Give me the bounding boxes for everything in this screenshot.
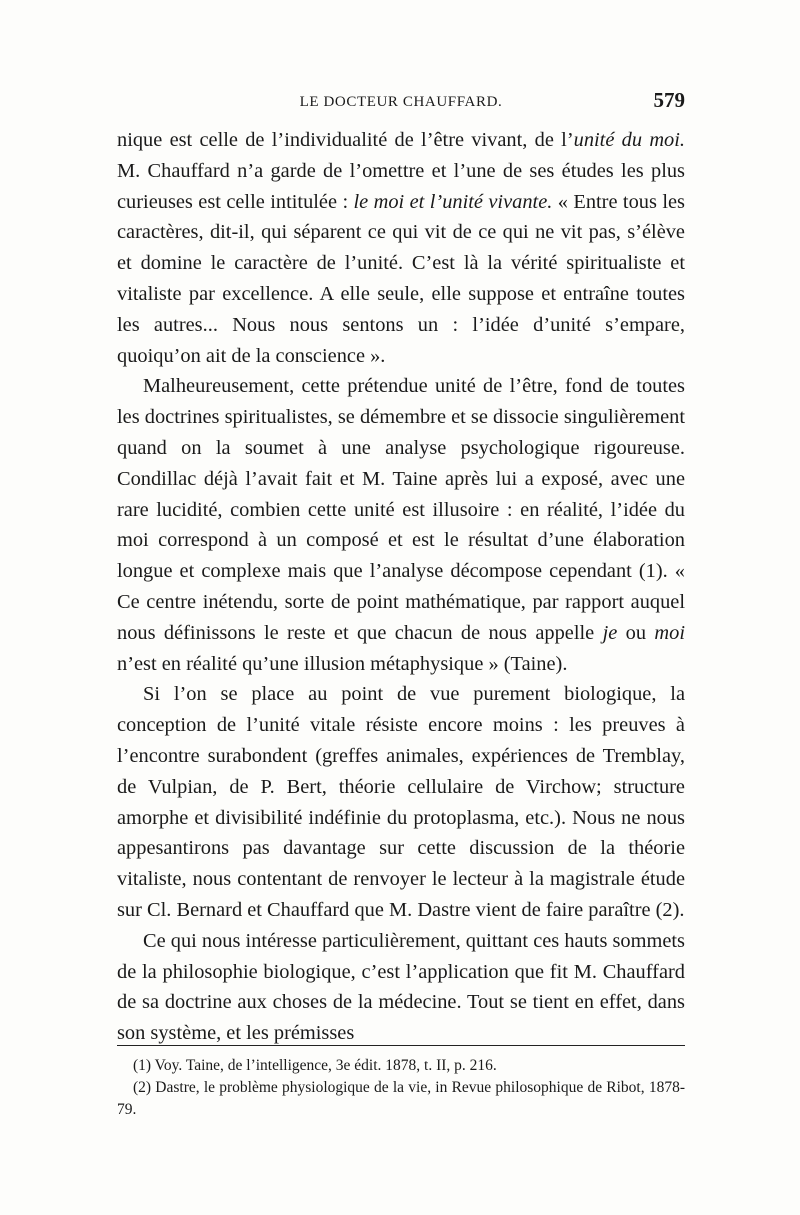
paragraph-3: Si l’on se place au point de vue purement biologique, la conception de l’unité vitale résiste encore moins : les preuves à l’encontre surabondent (greffes animales, expériences de Tremblay, de Vulpian, de P. Bert, théorie cellulaire de Virchow; structure amorphe et divisibilité indéfinie du protoplasma, etc.). Nous ne nous appesantirons pas davantage sur cette discussion de la théorie vitaliste, nous contentant de renvoyer le lecteur à la magistrale étude sur Cl. Bernard et Chauffard que M. Dastre vient de faire paraître (2). (117, 683, 685, 921)
page-header (117, 88, 685, 118)
p2-text-1: Malheureusement, cette prétendue unité de l’être, fond de toutes les doctrines spiritualistes, se démembre et se dissocie singulièrement quand on la soumet à une analyse psychologique rigoureuse. Condillac déjà l’avait fait et M. Taine après lui a exposé, avec une rare lucidité, combien cette unité est illusoire : en réalité, l’idée du moi correspond à un composé et est le résultat d’une élaboration longue et complexe mais que l’analyse décompose cependant (1). « Ce centre inétendu, sorte de point mathématique, par rapport auquel nous définissons le reste et que chacun de nous appelle (117, 375, 685, 644)
footnotes (117, 1055, 685, 1121)
p2-italic-1: je (602, 621, 618, 644)
p1-text-3: « Entre tous les caractères, dit-il, qui séparent ce qui vit de ce qui ne vit pas, s’élève et domine le caractère de l’unité. C’est là la vérité spiritualiste et vitaliste par excellence. A elle seule, elle suppose et entraîne toutes les autres... Nous nous sentons un : l’idée d’unité s’empare, quoiqu’on ait de la conscience ». (117, 190, 685, 367)
p1-italic-2: le moi et l’unité vivante. (353, 190, 553, 213)
paragraph-2 (117, 371, 685, 679)
p2-text-2: ou (617, 621, 655, 644)
paragraph-1 (117, 125, 685, 371)
footnote-2: (2) Dastre, le problème physiologique de la vie, in Revue philosophique de Ribot, 1878-79. (117, 1079, 685, 1118)
p1-text-1: nique est celle de l’individualité de l’être vivant, de l’ (117, 129, 574, 151)
p1-italic-1: unité du moi. (573, 129, 686, 151)
footnote-1: (1) Voy. Taine, de l’intelligence, 3e édit. 1878, t. II, p. 216. (133, 1057, 497, 1074)
running-head: LE DOCTEUR CHAUFFARD. (299, 94, 503, 110)
p2-italic-2: moi (654, 621, 685, 644)
p1-text-2: M. Chauffard n’a garde de l’omettre et l’une de ses études les plus curieuses est celle intitulée : (117, 159, 685, 213)
page-number: 579 (653, 88, 685, 112)
body-text (117, 125, 685, 1049)
paragraph-4: Ce qui nous intéresse particulièrement, quittant ces hauts sommets de la philosophie biologique, c’est l’application que fit M. Chauffard de sa doctrine aux choses de la médecine. Tout se tient en effet, dans son système, et les prémisses (117, 929, 685, 1045)
p2-text-3: n’est en réalité qu’une illusion métaphysique » (Taine). (117, 652, 568, 675)
footnote-rule (117, 1045, 685, 1046)
